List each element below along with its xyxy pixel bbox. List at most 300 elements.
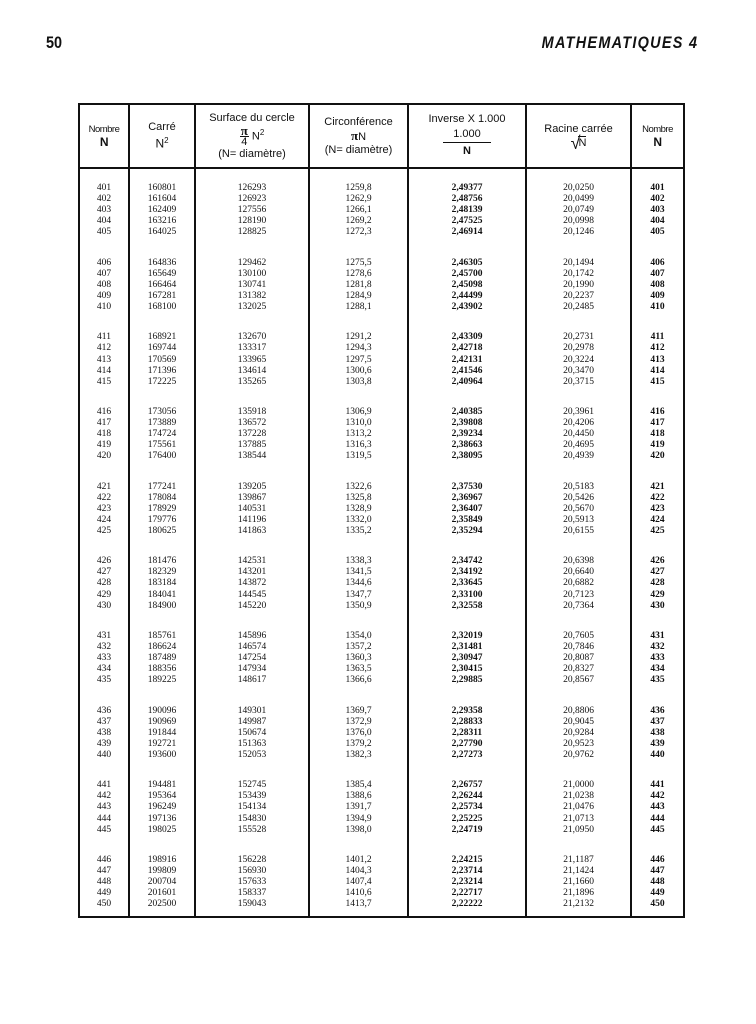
table-cell: 1376,0 <box>345 727 372 738</box>
table-cell: 404 <box>650 216 665 227</box>
table-cell: 408 <box>96 279 112 290</box>
table-cell: 20,8327 <box>563 664 594 675</box>
table-cell: 164836 <box>147 257 177 268</box>
table-cell: 149987 <box>237 716 267 727</box>
table-cell: 144545 <box>237 589 267 600</box>
table-cell: 441 <box>96 780 112 791</box>
table-cell: 127556 <box>237 205 267 216</box>
row-group <box>80 556 128 611</box>
table-cell: 2,38663 <box>451 440 483 451</box>
row-group <box>409 706 525 761</box>
table-cell: 132670 <box>237 332 267 343</box>
row-group <box>80 855 128 910</box>
row-group <box>196 482 308 537</box>
table-cell: 21,1424 <box>563 866 594 876</box>
table-cell: 136572 <box>237 418 267 429</box>
header-text: N <box>463 145 471 157</box>
table-cell: 20,2237 <box>563 290 594 301</box>
table-cell: 1360,3 <box>345 653 372 664</box>
table-cell: 2,24719 <box>451 824 483 835</box>
table-cell: 2,35849 <box>451 514 483 525</box>
table-cell: 21,0950 <box>563 824 594 835</box>
table-cell: 437 <box>96 716 112 727</box>
table-cell: 402 <box>650 194 665 205</box>
table-cell: 20,1990 <box>563 279 594 290</box>
table-cell: 438 <box>96 727 112 738</box>
table-cell: 20,5670 <box>563 503 594 514</box>
table-cell: 20,9045 <box>563 716 594 727</box>
table-cell: 179776 <box>147 514 177 525</box>
row-group <box>632 258 683 313</box>
header-text: Nombre <box>642 123 673 135</box>
table-cell: 20,8806 <box>563 705 594 716</box>
table-cell: 411 <box>650 332 665 343</box>
table-cell: 410 <box>650 302 665 313</box>
table-cell: 406 <box>650 257 665 268</box>
table-cell: 1344,6 <box>345 578 372 589</box>
table-cell: 190096 <box>147 705 177 716</box>
row-group <box>632 407 683 462</box>
table-cell: 20,2485 <box>563 302 594 313</box>
row-group <box>527 482 630 537</box>
table-cell: 1294,3 <box>345 343 372 354</box>
row-group <box>130 855 194 910</box>
table-cell: 1338,3 <box>345 556 372 567</box>
table-cell: 1328,9 <box>345 503 372 514</box>
row-group <box>527 780 630 835</box>
table-cell: 140531 <box>237 503 267 514</box>
header-text: Racine carrée <box>544 122 613 135</box>
table-cell: 421 <box>650 481 665 492</box>
table-cell: 2,35294 <box>451 526 483 536</box>
row-group <box>310 631 407 686</box>
table-cell: 20,3715 <box>563 376 594 387</box>
header-text: 4 <box>241 135 248 148</box>
table-cell: 183184 <box>147 578 177 589</box>
table-cell: 20,9762 <box>563 749 594 760</box>
table-cell: 2,32019 <box>451 630 483 641</box>
table-cell: 139205 <box>237 481 267 492</box>
table-cell: 20,8567 <box>563 675 594 686</box>
table-cell: 2,42718 <box>451 343 483 354</box>
table-cell: 430 <box>650 600 665 611</box>
table-cell: 423 <box>650 503 665 514</box>
header-text: N <box>251 129 260 142</box>
table-cell: 171396 <box>147 365 177 376</box>
table-cell: 138544 <box>237 451 267 462</box>
table-cell: 433 <box>96 653 112 664</box>
header-text: 1.000 <box>443 126 491 143</box>
table-cell: 432 <box>650 642 665 653</box>
table-cell: 20,7605 <box>563 630 594 641</box>
table-cell: 1357,2 <box>345 642 372 653</box>
table-cell: 1313,2 <box>345 429 372 440</box>
table-cell: 2,33645 <box>451 578 483 589</box>
table-cell: 173889 <box>147 418 177 429</box>
table-cell: 2,43309 <box>451 332 483 343</box>
row-group <box>196 706 308 761</box>
row-group <box>527 706 630 761</box>
table-cell: 1322,6 <box>345 481 372 492</box>
table-cell: 168921 <box>147 332 177 343</box>
table-cell: 20,6640 <box>563 567 594 578</box>
table-cell: 428 <box>650 578 665 589</box>
table-cell: 443 <box>650 802 665 813</box>
table-cell: 1325,8 <box>345 492 372 503</box>
row-group <box>409 556 525 611</box>
table-cell: 200704 <box>147 877 177 888</box>
table-cell: 149301 <box>237 705 267 716</box>
table-cell: 2,23714 <box>451 866 483 876</box>
row-group <box>196 332 308 387</box>
table-cell: 178084 <box>147 492 177 503</box>
row-group <box>632 706 683 761</box>
table-cell: 2,40964 <box>451 376 483 387</box>
table-cell: 143201 <box>237 567 267 578</box>
table-cell: 449 <box>96 888 112 899</box>
table-cell: 129462 <box>237 257 267 268</box>
table-cell: 439 <box>650 738 665 749</box>
table-cell: 433 <box>650 653 665 664</box>
table-cell: 435 <box>96 675 112 686</box>
table-cell: 189225 <box>147 675 177 686</box>
table-cell: 429 <box>96 589 112 600</box>
table-cell: 416 <box>650 406 665 417</box>
table-cell: 447 <box>650 866 665 876</box>
math-table <box>78 103 685 918</box>
table-cell: 192721 <box>147 738 177 749</box>
table-cell: 137885 <box>237 440 267 451</box>
table-cell: 148617 <box>237 675 267 686</box>
table-cell: 198916 <box>147 854 177 865</box>
table-cell: 174724 <box>147 429 177 440</box>
table-cell: 422 <box>96 492 112 503</box>
table-cell: 2,25734 <box>451 802 483 813</box>
table-cell: 2,34742 <box>451 556 483 567</box>
table-cell: 2,25225 <box>451 813 483 824</box>
table-cell: 414 <box>96 365 112 376</box>
table-cell: 421 <box>96 481 112 492</box>
table-cell: 1278,6 <box>345 268 372 279</box>
header-circonference <box>309 104 408 168</box>
table-cell: 413 <box>96 354 112 365</box>
column-circonference <box>309 168 408 917</box>
table-cell: 2,36967 <box>451 492 483 503</box>
table-cell: 401 <box>96 183 112 193</box>
table-cell: 21,0713 <box>563 813 594 824</box>
table-cell: 2,42131 <box>451 354 483 365</box>
row-group <box>527 631 630 686</box>
table-cell: 419 <box>650 440 665 451</box>
table-cell: 415 <box>650 376 665 387</box>
row-group <box>409 631 525 686</box>
row-group <box>527 258 630 313</box>
table-cell: 1335,2 <box>345 526 372 536</box>
table-cell: 20,3470 <box>563 365 594 376</box>
table-cell: 416 <box>96 406 112 417</box>
table-cell: 417 <box>96 418 112 429</box>
table-cell: 411 <box>97 332 111 343</box>
table-cell: 21,1187 <box>563 854 594 865</box>
table-cell: 437 <box>650 716 665 727</box>
table-cell: 20,0499 <box>563 194 594 205</box>
header-text: N <box>358 130 367 143</box>
table-cell: 2,44499 <box>451 290 483 301</box>
table-cell: 170569 <box>147 354 177 365</box>
table-cell: 154830 <box>237 813 267 824</box>
column-carre <box>129 168 195 917</box>
row-group <box>632 780 683 835</box>
table-cell: 404 <box>96 216 112 227</box>
header-text: Nombre <box>88 123 120 135</box>
table-cell: 1275,5 <box>345 257 372 268</box>
row-group <box>130 706 194 761</box>
row-group <box>632 332 683 387</box>
table-cell: 146574 <box>237 642 267 653</box>
row-group <box>196 855 308 910</box>
table-cell: 142531 <box>237 556 267 567</box>
header-surface <box>195 104 309 168</box>
table-cell: 1272,3 <box>345 227 372 238</box>
table-cell: 402 <box>96 194 112 205</box>
table-cell: 1341,5 <box>345 567 372 578</box>
table-cell: 2,45098 <box>451 279 483 290</box>
table-cell: 418 <box>650 429 665 440</box>
table-cell: 425 <box>96 526 112 536</box>
row-group <box>80 706 128 761</box>
table-cell: 168100 <box>147 302 177 313</box>
table-cell: 407 <box>96 268 112 279</box>
table-cell: 429 <box>650 589 665 600</box>
table-cell: 20,7846 <box>563 642 594 653</box>
row-group <box>80 482 128 537</box>
table-cell: 1310,0 <box>345 418 372 429</box>
table-cell: 440 <box>96 749 112 760</box>
table-cell: 20,6882 <box>563 578 594 589</box>
table-cell: 172225 <box>147 376 177 387</box>
table-cell: 423 <box>96 503 112 514</box>
table-cell: 161604 <box>147 194 177 205</box>
table-cell: 1404,3 <box>345 866 372 876</box>
table-cell: 1413,7 <box>345 899 372 910</box>
header-text: Carré <box>148 120 176 133</box>
table-cell: 1300,6 <box>345 365 372 376</box>
table-cell: 2,22717 <box>451 888 483 899</box>
table-cell: 126923 <box>237 194 267 205</box>
row-group <box>130 482 194 537</box>
table-body-row <box>79 168 684 917</box>
table-cell: 20,8087 <box>563 653 594 664</box>
table-cell: 159043 <box>237 899 267 910</box>
row-group <box>632 556 683 611</box>
column-inverse <box>408 168 526 917</box>
header-text: Circonférence <box>324 115 393 128</box>
table-cell: 190969 <box>147 716 177 727</box>
table-cell: 412 <box>96 343 112 354</box>
table-cell: 163216 <box>147 216 177 227</box>
row-group <box>310 855 407 910</box>
table-cell: 20,0749 <box>563 205 594 216</box>
table-cell: 162409 <box>147 205 177 216</box>
header-carre <box>129 104 195 168</box>
table-cell: 20,6398 <box>563 556 594 567</box>
table-cell: 409 <box>96 290 112 301</box>
table-cell: 424 <box>650 514 665 525</box>
row-group <box>130 631 194 686</box>
table-cell: 1284,9 <box>345 290 372 301</box>
header-text: π <box>350 127 359 143</box>
table-cell: 156930 <box>237 866 267 876</box>
row-group <box>632 482 683 537</box>
table-cell: 415 <box>96 376 112 387</box>
table-cell: 420 <box>650 451 665 462</box>
row-group <box>80 780 128 835</box>
table-cell: 137228 <box>237 429 267 440</box>
table-cell: 20,3961 <box>563 406 594 417</box>
table-cell: 401 <box>650 183 665 193</box>
table-cell: 445 <box>650 824 665 835</box>
header-text: N <box>99 134 109 149</box>
table-cell: 1266,1 <box>345 205 372 216</box>
table-cell: 198025 <box>147 824 177 835</box>
table-cell: 141196 <box>237 514 267 525</box>
table-cell: 2,39234 <box>451 429 483 440</box>
row-group <box>409 332 525 387</box>
table-cell: 193600 <box>147 749 177 760</box>
table-cell: 21,1660 <box>563 877 594 888</box>
table-cell: 128825 <box>237 227 267 238</box>
table-cell: 1401,2 <box>345 854 372 865</box>
table-cell: 20,4206 <box>563 418 594 429</box>
row-group <box>310 332 407 387</box>
table-cell: 20,4695 <box>563 440 594 451</box>
row-group <box>130 556 194 611</box>
table-cell: 185761 <box>147 630 177 641</box>
table-cell: 2,27273 <box>451 749 483 760</box>
table-cell: 441 <box>650 780 665 791</box>
table-cell: 20,9523 <box>563 738 594 749</box>
table-cell: 436 <box>650 705 665 716</box>
table-cell: 20,4939 <box>563 451 594 462</box>
table-cell: 1306,9 <box>345 406 372 417</box>
table-cell: 2,30415 <box>451 664 483 675</box>
table-cell: 21,1896 <box>563 888 594 899</box>
table-cell: 443 <box>96 802 112 813</box>
table-cell: 20,4450 <box>563 429 594 440</box>
table-cell: 440 <box>650 749 665 760</box>
table-cell: 167281 <box>147 290 177 301</box>
table-cell: 154134 <box>237 802 267 813</box>
table-cell: 157633 <box>237 877 267 888</box>
header-text: N <box>578 137 587 149</box>
table-cell: 175561 <box>147 440 177 451</box>
running-head: MATHEMATIQUES 4 <box>541 33 698 52</box>
table-cell: 176400 <box>147 451 177 462</box>
table-cell: 431 <box>96 630 112 641</box>
table-cell: 153439 <box>237 791 267 802</box>
table-cell: 1379,2 <box>345 738 372 749</box>
table-cell: 1354,0 <box>345 630 372 641</box>
row-group <box>527 332 630 387</box>
table-cell: 419 <box>96 440 112 451</box>
row-group <box>130 332 194 387</box>
table-cell: 444 <box>650 813 665 824</box>
table-cell: 147254 <box>237 653 267 664</box>
table-cell: 2,29358 <box>451 705 483 716</box>
table-cell: 409 <box>650 290 665 301</box>
header-nombre-right <box>631 104 684 168</box>
table-cell: 2,38095 <box>451 451 483 462</box>
row-group <box>409 258 525 313</box>
row-group <box>527 407 630 462</box>
header-text: N <box>653 134 662 149</box>
table-cell: 405 <box>650 227 665 238</box>
table-cell: 413 <box>650 354 665 365</box>
row-group <box>632 631 683 686</box>
table-cell: 20,5426 <box>563 492 594 503</box>
row-group <box>80 332 128 387</box>
table-cell: 1363,5 <box>345 664 372 675</box>
row-group <box>130 183 194 238</box>
table-cell: 1394,9 <box>345 813 372 824</box>
row-group <box>527 556 630 611</box>
table-cell: 450 <box>650 899 665 910</box>
table-cell: 427 <box>96 567 112 578</box>
row-group <box>130 780 194 835</box>
table-cell: 20,0250 <box>563 183 594 193</box>
table-cell: 134614 <box>237 365 267 376</box>
table-cell: 180625 <box>147 526 177 536</box>
table-cell: 2,36407 <box>451 503 483 514</box>
table-cell: 431 <box>650 630 665 641</box>
table-cell: 199809 <box>147 866 177 876</box>
table-cell: 20,5913 <box>563 514 594 525</box>
table-cell: 165649 <box>147 268 177 279</box>
table-cell: 1297,5 <box>345 354 372 365</box>
table-cell: 151363 <box>237 738 267 749</box>
sqrt-icon: √ <box>570 132 581 153</box>
row-group <box>310 556 407 611</box>
table-cell: 184900 <box>147 600 177 611</box>
table-cell: 403 <box>650 205 665 216</box>
table-cell: 1407,4 <box>345 877 372 888</box>
table-cell: 150674 <box>237 727 267 738</box>
table-cell: 197136 <box>147 813 177 824</box>
header-text: (N= diamètre) <box>218 147 286 160</box>
table-cell: 139867 <box>237 492 267 503</box>
row-group <box>310 183 407 238</box>
table-cell: 20,2731 <box>563 332 594 343</box>
row-group <box>196 556 308 611</box>
table-cell: 177241 <box>147 481 177 492</box>
table-cell: 184041 <box>147 589 177 600</box>
row-group <box>80 183 128 238</box>
row-group <box>196 258 308 313</box>
table-cell: 2,32558 <box>451 600 483 611</box>
table-cell: 196249 <box>147 802 177 813</box>
table-cell: 2,24215 <box>451 854 483 865</box>
table-cell: 145896 <box>237 630 267 641</box>
table-cell: 1410,6 <box>345 888 372 899</box>
table-cell: 133965 <box>237 354 267 365</box>
row-group <box>527 855 630 910</box>
table-cell: 1398,0 <box>345 824 372 835</box>
row-group <box>130 258 194 313</box>
table-cell: 2,46305 <box>451 257 483 268</box>
table-cell: 430 <box>96 600 112 611</box>
table-cell: 20,1742 <box>563 268 594 279</box>
table-cell: 446 <box>96 854 112 865</box>
